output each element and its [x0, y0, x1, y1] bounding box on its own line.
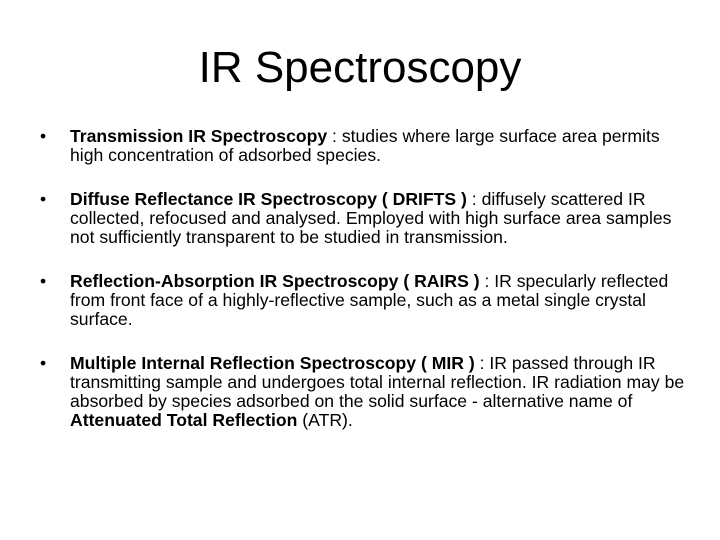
bullet-term: Diffuse Reflectance IR Spectroscopy ( DRIFTS )	[70, 189, 467, 209]
bullet-list	[36, 127, 686, 455]
bullet-term-secondary: Attenuated Total Reflection	[70, 410, 298, 430]
bullet-marker: •	[40, 271, 47, 291]
bullet-description-end: (ATR).	[297, 410, 353, 430]
bullet-marker: •	[40, 189, 47, 209]
bullet-transmission-ir	[36, 127, 686, 165]
bullet-mir	[36, 354, 686, 430]
bullet-drifts	[36, 190, 686, 247]
bullet-description: : IR passed through IR transmitting sample and undergoes total internal reflection. IR radiation may be absorbed by species adsorbed on the solid surface - alternative name of	[70, 353, 685, 411]
bullet-marker: •	[40, 126, 47, 146]
slide-title: IR Spectroscopy	[198, 43, 522, 92]
bullet-term: Transmission IR Spectroscopy	[70, 126, 328, 146]
bullet-term: Reflection-Absorption IR Spectroscopy ( RAIRS )	[70, 271, 480, 291]
bullet-description: : studies where large surface area permits high concentration of adsorbed species.	[70, 126, 660, 165]
bullet-description: : IR specularly reflected from front face of a highly-reflective sample, such as a metal single crystal surface.	[70, 271, 669, 329]
bullet-term: Multiple Internal Reflection Spectroscopy ( MIR )	[70, 353, 475, 373]
bullet-marker: •	[40, 353, 47, 373]
bullet-rairs	[36, 272, 686, 329]
bullet-description: : diffusely scattered IR collected, refocused and analysed. Employed with high surface area samples not sufficiently transparent to be studied in transmission.	[70, 189, 672, 247]
